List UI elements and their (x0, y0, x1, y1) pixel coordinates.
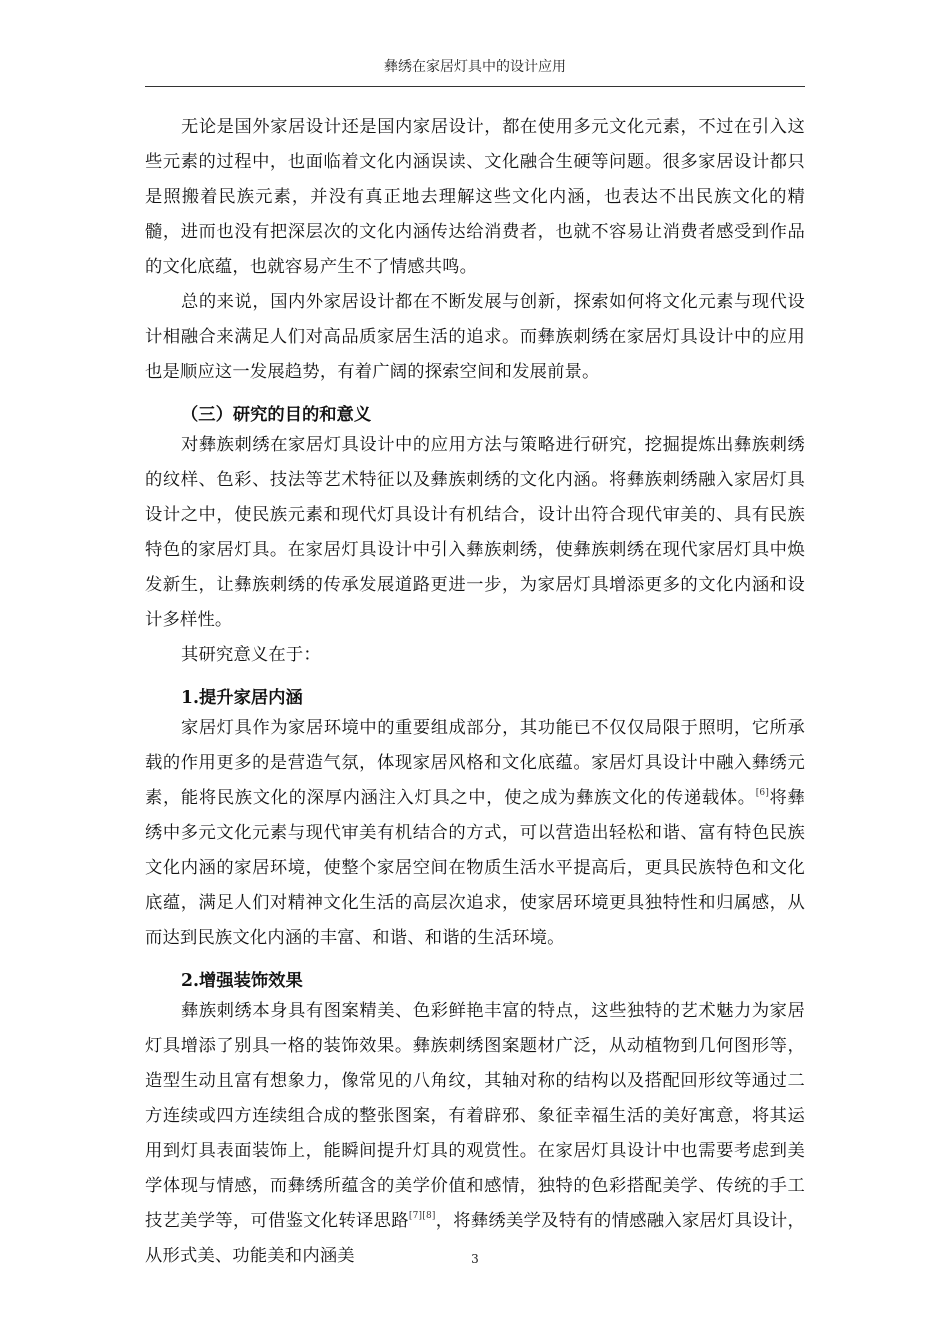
paragraph (145, 994, 805, 1274)
subsection-heading: 1.提升家居内涵 (181, 688, 303, 708)
paragraph-text: ，将彝绣美学及特有的情感融入家居灯具设计，从形式美、功能美和内涵美 (145, 1211, 805, 1266)
paragraph: 对彝族刺绣在家居灯具设计中的应用方法与策略进行研究，挖掘提炼出彝族刺绣的纹样、色彩、技法等艺术特征以及彝族刺绣的文化内涵。将彝族刺绣融入家居灯具设计之中，使民族元素和现代灯具设计有机结合，设计出符合现代审美的、具有民族特色的家居灯具。在家居灯具设计中引入彝族刺绣，使彝族刺绣在现代家居灯具中焕发新生，让彝族刺绣的传承发展道路更进一步，为家居灯具增添更多的文化内涵和设计多样性。 (145, 435, 805, 630)
paragraph-text: 将彝绣中多元文化元素与现代审美有机结合的方式，可以营造出轻松和谐、富有特色民族文化内涵的家居环境，使整个家居空间在物质生活水平提高后，更具民族特色和文化底蕴，满足人们对精神文化生活的高层次追求，使家居环境更具独特性和归属感，从而达到民族文化内涵的丰富、和谐、和谐的生活环境。 (145, 788, 805, 948)
paragraph-text: 家居灯具作为家居环境中的重要组成部分，其功能已不仅仅局限于照明，它所承载的作用更多的是营造气氛，体现家居风格和文化底蕴。家居灯具设计中融入彝绣元素，能将民族文化的深厚内涵注入灯具之中，使之成为彝族文化的传递载体。 (145, 718, 805, 808)
paragraph (145, 711, 805, 956)
subsection-heading: 2.增强装饰效果 (181, 971, 303, 991)
header-divider (145, 86, 805, 87)
running-header: 彝绣在家居灯具中的设计应用 (384, 59, 566, 75)
citation: [6] (755, 788, 770, 798)
citation: [7] (408, 1211, 423, 1221)
section-heading: （三）研究的目的和意义 (181, 405, 372, 425)
paragraph: 其研究意义在于： (181, 645, 321, 665)
citation: [8] (422, 1211, 436, 1221)
document-body (145, 110, 805, 1274)
paragraph: 总的来说，国内外家居设计都在不断发展与创新，探索如何将文化元素与现代设计相融合来满足人们对高品质家居生活的追求。而彝族刺绣在家居灯具设计中的应用也是顺应这一发展趋势，有着广阔的探索空间和发展前景。 (145, 292, 805, 382)
paragraph: 无论是国外家居设计还是国内家居设计，都在使用多元文化元素，不过在引入这些元素的过程中，也面临着文化内涵误读、文化融合生硬等问题。很多家居设计都只是照搬着民族元素，并没有真正地去理解这些文化内涵，也表达不出民族文化的精髓，进而也没有把深层次的文化内涵传达给消费者，也就不容易让消费者感受到作品的文化底蕴，也就容易产生不了情感共鸣。 (145, 117, 805, 277)
page-number: 3 (471, 1252, 479, 1266)
paragraph-text: 彝族刺绣本身具有图案精美、色彩鲜艳丰富的特点，这些独特的艺术魅力为家居灯具增添了别具一格的装饰效果。彝族刺绣图案题材广泛，从动植物到几何图形等，造型生动且富有想象力，像常见的八角纹，其轴对称的结构以及搭配回形纹等通过二方连续或四方连续组合成的整张图案，有着辟邪、象征幸福生活的美好寓意，将其运用到灯具表面装饰上，能瞬间提升灯具的观赏性。在家居灯具设计中也需要考虑到美学体现与情感，而彝绣所蕴含的美学价值和感情，独特的色彩搭配美学、传统的手工技艺美学等，可借鉴文化转译思路 (145, 1001, 805, 1231)
